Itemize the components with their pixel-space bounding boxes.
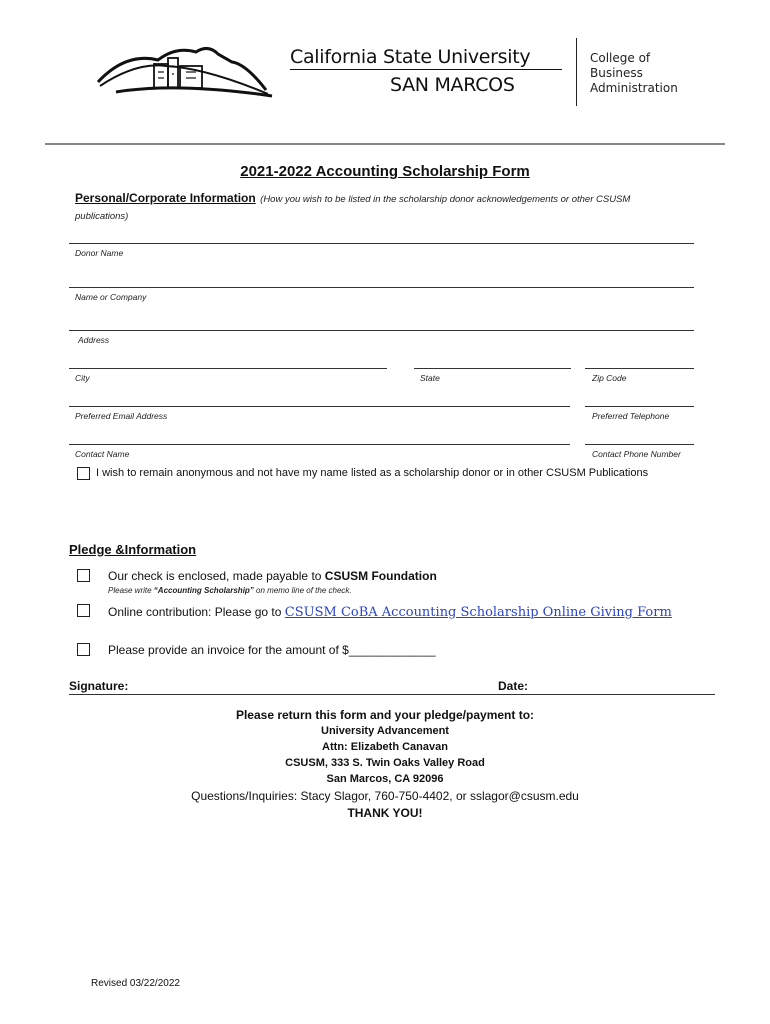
- state-line[interactable]: [414, 368, 571, 369]
- check-enclosed-checkbox[interactable]: [77, 569, 90, 582]
- revised-date: Revised 03/22/2022: [91, 978, 180, 989]
- questions-contact: Questions/Inquiries: Stacy Slagor, 760-750-4402, or sslagor@csusm.edu: [191, 789, 579, 803]
- city-label: City: [75, 373, 90, 383]
- return-heading: Please return this form and your pledge/payment to:: [235, 708, 535, 722]
- return-address-line: San Marcos, CA 92096: [326, 773, 444, 785]
- contact-phone-label: Contact Phone Number: [592, 449, 681, 459]
- zip-line[interactable]: [585, 368, 694, 369]
- donor-name-line[interactable]: [69, 243, 694, 244]
- university-name: California State University: [290, 46, 531, 68]
- signature-line[interactable]: [69, 694, 715, 695]
- anonymous-checkbox[interactable]: [77, 467, 90, 480]
- address-label: Address: [78, 335, 110, 345]
- college-line: Business: [590, 66, 643, 80]
- return-address-line: CSUSM, 333 S. Twin Oaks Valley Road: [285, 757, 485, 769]
- donor-name-label: Donor Name: [75, 248, 124, 258]
- name-or-company-line[interactable]: [69, 287, 694, 288]
- header-rule: [45, 143, 725, 145]
- campus-name: SAN MARCOS: [390, 74, 515, 96]
- college-line: College of: [590, 51, 651, 65]
- invoice-label: Please provide an invoice for the amount of $_____________: [108, 643, 436, 657]
- telephone-line[interactable]: [585, 406, 694, 407]
- return-address-line: Attn: Elizabeth Canavan: [322, 741, 448, 753]
- contact-phone-line[interactable]: [585, 444, 694, 445]
- online-contribution-checkbox[interactable]: [77, 604, 90, 617]
- form-title: 2021-2022 Accounting Scholarship Form: [240, 163, 530, 180]
- email-line[interactable]: [69, 406, 570, 407]
- return-address-line: University Advancement: [321, 725, 449, 737]
- college-name: [590, 51, 678, 96]
- anonymous-label: I wish to remain anonymous and not have my name listed as a scholarship donor or in other CSUSM Publications: [96, 467, 649, 479]
- personal-heading: Personal/Corporate Information: [75, 191, 256, 205]
- personal-section-header: [75, 190, 685, 224]
- online-giving-link[interactable]: CSUSM CoBA Accounting Scholarship Online Giving Form: [284, 605, 672, 620]
- state-label: State: [420, 373, 440, 383]
- memo-note-bold: “Accounting Scholarship”: [153, 586, 254, 595]
- contact-name-label: Contact Name: [75, 449, 130, 459]
- header-divider: [576, 38, 577, 106]
- online-contribution-text: Online contribution: Please go to: [108, 605, 285, 619]
- thank-you: THANK YOU!: [347, 806, 423, 820]
- contact-name-line[interactable]: [69, 444, 570, 445]
- address-line[interactable]: [69, 330, 694, 331]
- pledge-heading: Pledge &Information: [69, 542, 197, 557]
- check-payee: CSUSM Foundation: [324, 569, 437, 583]
- personal-note: (How you wish to be listed in the scholarship donor acknowledgements or other CSUSM publications): [75, 194, 631, 222]
- name-or-company-label: Name or Company: [75, 292, 147, 302]
- csusm-logo-icon: [96, 42, 276, 100]
- college-line: Administration: [590, 81, 678, 95]
- email-label: Preferred Email Address: [75, 411, 168, 421]
- memo-note-pre: Please write: [108, 586, 154, 595]
- check-enclosed-label: [108, 569, 437, 583]
- city-line[interactable]: [69, 368, 387, 369]
- signature-label: Signature:: [69, 679, 129, 693]
- online-contribution-label: [108, 603, 672, 621]
- memo-note-post: on memo line of the check.: [253, 586, 352, 595]
- date-label: Date:: [498, 679, 529, 693]
- zip-label: Zip Code: [592, 373, 627, 383]
- telephone-label: Preferred Telephone: [592, 411, 670, 421]
- check-enclosed-text: Our check is enclosed, made payable to: [108, 569, 325, 583]
- check-memo-note: [108, 586, 352, 595]
- invoice-checkbox[interactable]: [77, 643, 90, 656]
- header-underline: [290, 69, 562, 70]
